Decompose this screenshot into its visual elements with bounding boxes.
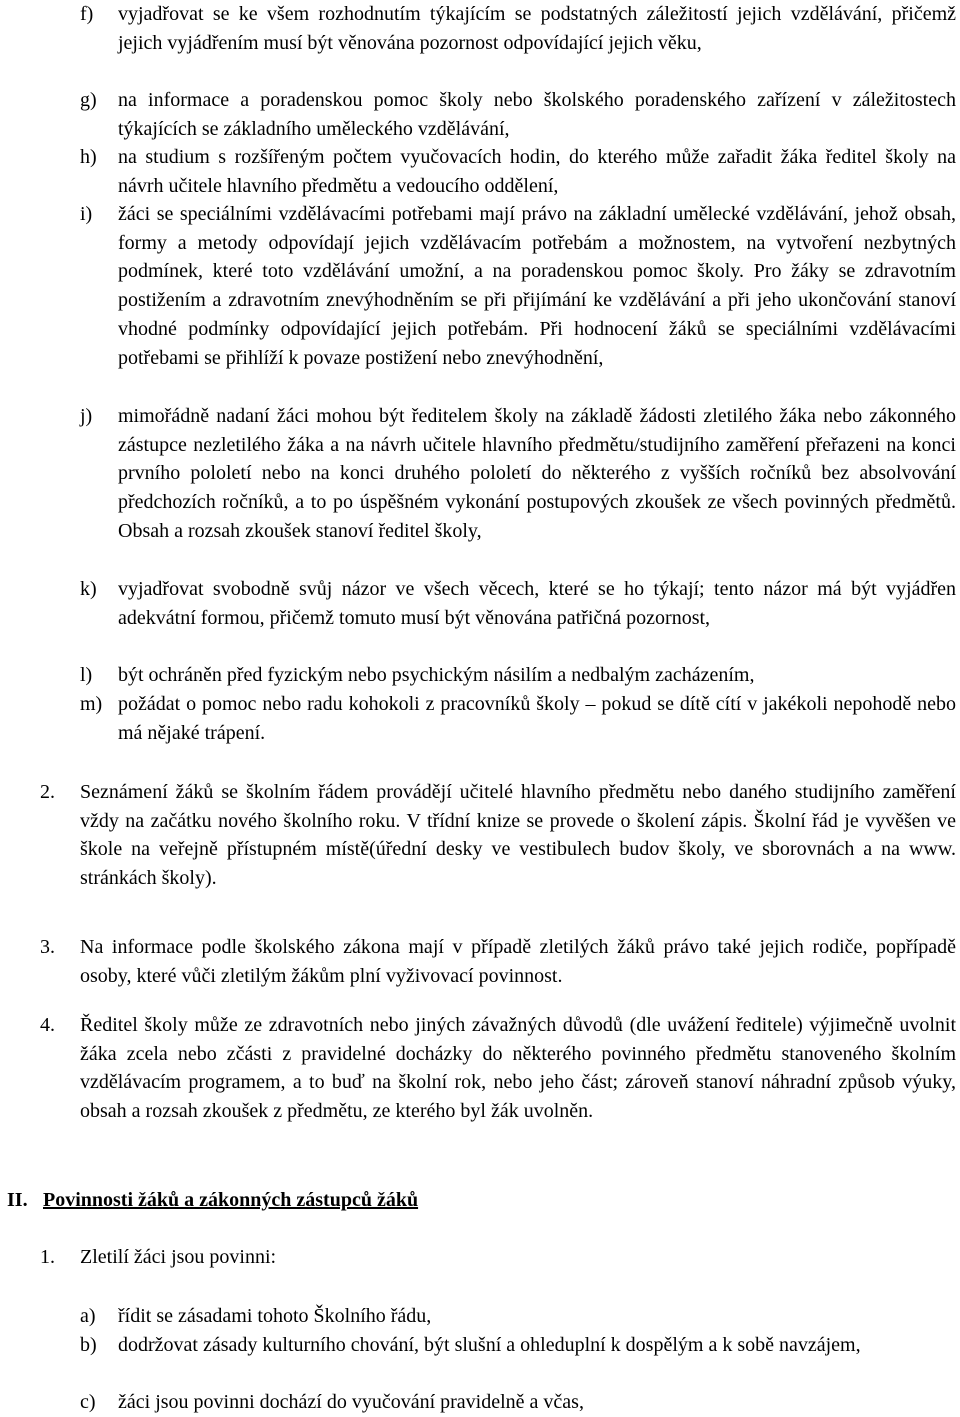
list-item-i [80,200,956,372]
list-item-text: žáci se speciálními vzdělávacími potřebami mají právo na základní umělecké vzdělávání, jehož obsah, formy a metody odpovídají jejich vzdělávacím potřebám a možnostem, na vytvoření nezbytných podmínek, které toto vzdělávání umožní, a na poradenskou pomoc školy. Pro žáky se zdravotním postižením a zdravotním znevýhodněním se při přijímání ke vzdělávání a při jeho ukončování stanoví vhodné podmínky odpovídající jejich potřebám. Při hodnocení žáků se speciálními vzdělávacími potřebami se přihlíží k povaze postižení nebo znevýhodnění, [118,203,956,369]
numbered-item-text: Seznámení žáků se školním řádem provádějí učitelé hlavního předmětu nebo daného studijního zaměření vždy na začátku nového školního roku. V třídní knize se provede o školení zápis. Školní řád je vyvěšen ve škole na veřejně přístupném místě(úřední desky ve vestibulech budov školy, ve sborovnách a na www. stránkách školy). [80,781,956,890]
list-marker: k) [80,578,97,600]
duty-item-c [80,1388,956,1417]
list-marker: f) [80,3,94,25]
list-marker: a) [80,1305,96,1327]
list-marker: i) [80,203,93,225]
list-item-text: řídit se zásadami tohoto Školního řádu, [118,1305,432,1327]
section-heading [7,1186,418,1215]
duty-item-a [80,1302,956,1331]
subsection-text: Zletilí žáci jsou povinni: [80,1246,277,1268]
number-marker: 4. [40,1014,55,1036]
list-item-m [80,690,956,747]
subsection-item-1 [40,1243,956,1272]
numbered-item-2 [40,778,956,893]
duty-item-b [80,1331,956,1360]
list-marker: c) [80,1391,96,1413]
section-title: Povinnosti žáků a zákonných zástupců žáků [43,1189,419,1211]
list-item-text: dodržovat zásady kulturního chování, být slušní a ohleduplní k dospělým a k sobě navzájem, [118,1334,861,1356]
list-item-text: být ochráněn před fyzickým nebo psychickým násilím a nedbalým zacházením, [118,664,755,686]
list-item-text: požádat o pomoc nebo radu kohokoli z pracovníků školy – pokud se dítě cítí v jakékoli nepohodě nebo má nějaké trápení. [118,693,956,744]
list-item-text: na studium s rozšířeným počtem vyučovacích hodin, do kterého může zařadit žáka ředitel školy na návrh učitele hlavního předmětu a vedoucího oddělení, [118,146,956,197]
section-number: II. [7,1189,28,1211]
list-item-f [80,0,956,57]
numbered-item-4 [40,1011,956,1126]
list-marker: b) [80,1334,97,1356]
list-item-text: vyjadřovat svobodně svůj názor ve všech věcech, které se ho týkají; tento názor má být vyjádřen adekvátní formou, přičemž tomuto musí být věnována patřičná pozornost, [118,578,956,629]
list-item-l [80,661,956,690]
list-item-j [80,402,956,546]
list-item-g [80,86,956,143]
list-marker: l) [80,664,93,686]
numbered-item-text: Ředitel školy může ze zdravotních nebo jiných závažných důvodů (dle uvážení ředitele) výjimečně uvolnit žáka zcela nebo zčásti z pravidelné docházky do některého povinného předmětu stanoveného školním vzdělávacím programem, a to buď na školní rok, nebo jeho část; zároveň stanoví náhradní způsob výuky, obsah a rozsah zkoušek z předmětu, ze kterého byl žák uvolněn. [80,1014,956,1123]
number-marker: 3. [40,936,55,958]
list-marker: g) [80,89,97,111]
list-item-text: na informace a poradenskou pomoc školy nebo školského poradenského zařízení v záležitostech týkajících se základního uměleckého vzdělávání, [118,89,956,140]
list-item-text: mimořádně nadaní žáci mohou být ředitelem školy na základě žádosti zletilého žáka nebo zákonného zástupce nezletilého žáka a na návrh učitele hlavního předmětu/studijního zaměření přeřazeni na konci prvního pololetí nebo na konci druhého pololetí do některého z vyšších ročníků bez absolvování předchozích ročníků, a to po úspěšném vykonání postupových zkoušek ze všech povinných předmětů. Obsah a rozsah zkoušek stanoví ředitel školy, [118,405,956,542]
list-item-k [80,575,956,632]
list-marker: m) [80,693,103,715]
numbered-item-text: Na informace podle školského zákona mají v případě zletilých žáků právo také jejich rodiče, popřípadě osoby, které vůči zletilým žákům plní vyživovací povinnost. [80,936,956,987]
numbered-item-3 [40,933,956,990]
list-item-text: žáci jsou povinni dochází do vyučování pravidelně a včas, [118,1391,584,1413]
list-marker: h) [80,146,97,168]
list-item-h [80,143,956,200]
number-marker: 2. [40,781,55,803]
list-marker: j) [80,405,93,427]
number-marker: 1. [40,1246,55,1268]
list-item-text: vyjadřovat se ke všem rozhodnutím týkajícím se podstatných záležitostí jejich vzdělávání, přičemž jejich vyjádřením musí být věnována pozornost odpovídající jejich věku, [118,3,956,54]
